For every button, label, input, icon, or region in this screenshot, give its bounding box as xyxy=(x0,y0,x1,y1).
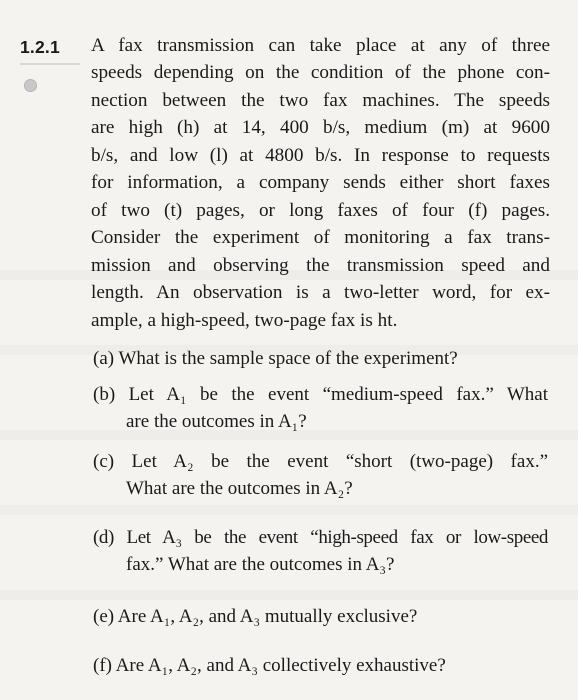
question-c-cont: What are the outcomes in A₂? xyxy=(126,478,353,499)
statement-line: b/s, and low (l) at 4800 b/s. In response to requests xyxy=(91,145,550,166)
statement-line: are high (h) at 14, 400 b/s, medium (m) at 9600 xyxy=(91,117,550,138)
statement-line: ample, a high-speed, two-page fax is ht. xyxy=(91,310,398,331)
statement-line: length. An observation is a two-letter word, for ex- xyxy=(91,282,550,303)
statement-line: speeds depending on the condition of the phone con- xyxy=(91,62,550,83)
statement-line: of two (t) pages, or long faxes of four (f) pages. xyxy=(91,200,550,221)
problem-number-rule xyxy=(20,63,80,65)
statement-line: for information, a company sends either short faxes xyxy=(91,172,550,193)
question-c: (c) Let A₂ be the event “short (two-page) fax.” xyxy=(93,451,548,472)
question-d: (d) Let A₃ be the event “high-speed fax or low-speed xyxy=(93,527,548,548)
statement-line: mission and observing the transmission speed and xyxy=(91,255,550,276)
problem-number: 1.2.1 xyxy=(20,37,60,57)
statement-line: A fax transmission can take place at any of three xyxy=(91,35,550,56)
question-e: (e) Are A₁, A₂, and A₃ mutually exclusive? xyxy=(93,606,418,627)
question-b-cont: are the outcomes in A₁? xyxy=(126,411,307,432)
difficulty-dot-icon xyxy=(24,79,37,92)
statement-line: nection between the two fax machines. The speeds xyxy=(91,90,550,111)
question-f: (f) Are A₁, A₂, and A₃ collectively exhaustive? xyxy=(93,655,446,676)
question-b: (b) Let A₁ be the event “medium-speed fax.” What xyxy=(93,384,548,405)
question-a: (a) What is the sample space of the experiment? xyxy=(93,348,458,369)
statement-line: Consider the experiment of monitoring a fax trans- xyxy=(91,227,550,248)
question-d-cont: fax.” What are the outcomes in A₃? xyxy=(126,554,395,575)
